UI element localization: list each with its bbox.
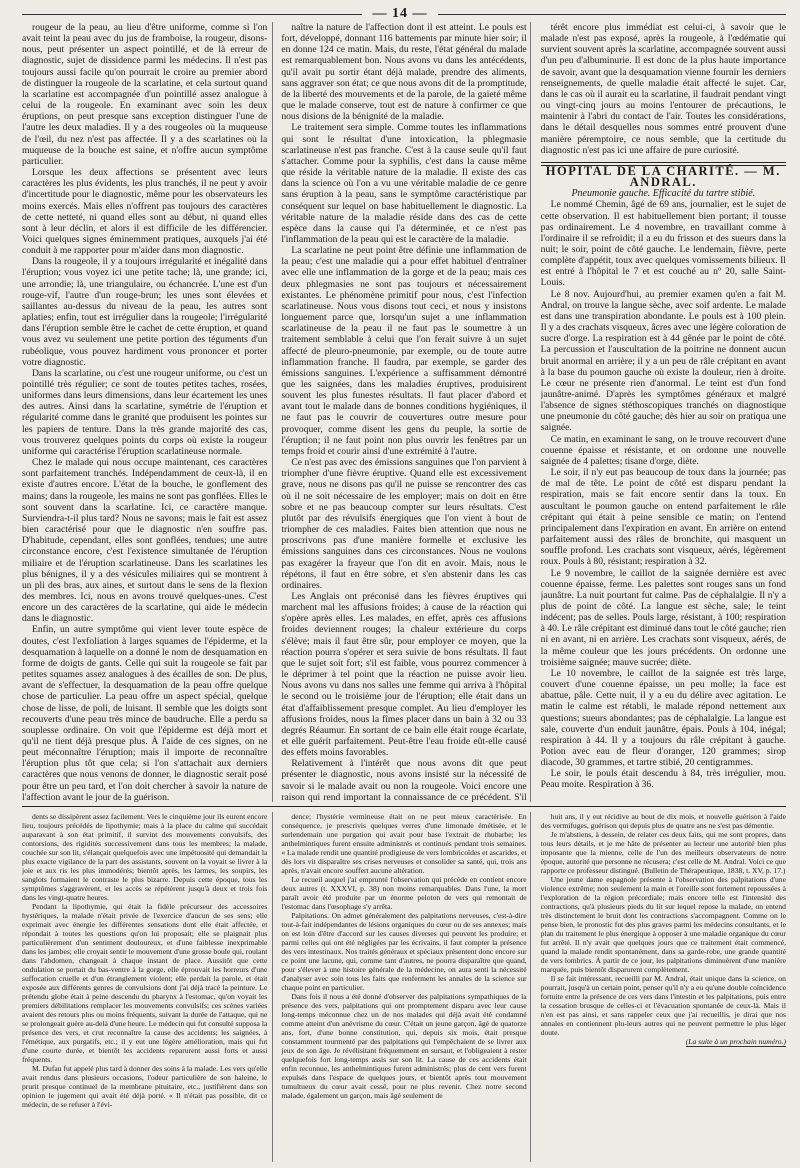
continuation-text: (La suite à un prochain numéro.) [685, 1037, 786, 1046]
paragraph: Relativement à l'intérêt que nous avons dit que peut présenter le diagnostic, nous avons insisté sur la nécessité de savoir si le malade avait ou non la rougeole. Voici encore une raison qui rend important la connaissance de ce précédent. S'il [281, 758, 527, 802]
paragraph: Le soir, le pouls était descendu à 84, très irrégulier, mou. Peau moite. Respiration à 36. [540, 768, 786, 791]
header-rule-left [22, 14, 362, 15]
paragraph: Dans la rougeole, il y a toujours irrégularité et inégalité dans l'éruption; vous voyez ici une petite tache; là, une grande; ici, une arrondie; là, une triangulaire, ou échancrée. L'une est d'un rouge-vif, l'autre d'un rouge-brun; les unes sont élevées et saillantes au-dessus du niveau de la peau, les autres sont aplaties; enfin, tout est irrégulier dans la rougeole; l'irrégularité dans l'éruption semble être le cachet de cette éruption, et quand vous avez vu seulement une petite portion des téguments d'un rubéolique, vous pouvez hardiment vous prononcer et porter votre diagnostic. [22, 256, 268, 368]
paragraph: Pendant la lipothymie, qui était la fidèle précurseur des accessoires hystériques, la malade n'était privée de l'exercice d'aucun de ses sens; elle exprimait avec énergie les différentes sensations dont elle était affectée, et répondait à toutes les questions qu'on lui proposait; elle se plaignait plus particulièrement d'un sentiment douloureux, et d'une faiblesse inexprimable dans les jambes; elle croyait sentir le mouvement d'une grosse boule qui, roulant dans l'abdomen, changeait à chaque instant de place. Aussitôt que cette ondulation se portait du bas-ventre à la gorge, elle éprouvait les horreurs d'une suffocation cruelle et d'un étranglement violent; elle perdait la parole, et était exposée aux différents genres de convulsions dont j'ai déjà tracé la peinture. Le prétendu globe était à peine descendu du pharynx à l'estomac, qu'on voyait les premiers débilitations remplacer les mouvements convulsifs; ces scènes variées avaient des retours plus ou moins fréquents, suivant la durée de l'attaque, qui ne se prolongeait guère au-delà d'une heure. Le médecin qui fut consulté supposa la présence des vers, et crut reconnaître la cause des accidents; les saignées, à l'émétique, aux purgatifs, etc.; il y eut une légère amélioration, mais qui fut d'une courte durée, et bientôt les accidents reparurent aussi forts et aussi fréquents. [22, 902, 268, 1064]
lower-column-1 [22, 812, 267, 1162]
paragraph: Une jeune dame espagnole présente à l'observation des palpitations d'une violence extrême; non seulement la main et l'oreille sont fortement repoussées à l'exploration de la région précordiale; mais encore telle est l'intensité des contractions, qu'à plusieurs pieds du lit sur lequel repose la malade, on entend très distinctement le bruit dont les contractions s'accompagnent. Comme on le pense bien, le pronostic fut des plus graves parmi les médecins consultants, et le plan du traitement le plus énergique à opposer à une maladie organique du cœur fut arrêté. Il n'y avait que quelques jours que ce traitement était commencé, quand la malade rendit spontanément, dans sa garde-robe, une grande quantité de vers lombrics. À partir de ce jour, les palpitations diminuèrent d'une manière marquée, puis bientôt disparurent complètement. [540, 875, 786, 974]
upper-column-2 [281, 22, 526, 802]
paragraph: Palpitations. On admet généralement des palpitations nerveuses, c'est-à-dire tout-à-fait indépendantes de lésions organiques du cœur ou de ses annexes; mais on est loin d'être d'accord sur les causes diverses qui peuvent les produire; et parmi celles qui ont été négligées par les écrivains, il faut compter la présence des vers intestinaux. Nos traités généraux et spéciaux présentent donc encore sur ce point une lacune, qui, comme tant d'autres, ne pourra disparaître que quand, pour s'élever à une histoire générale de la médecine, on aura senti la nécessité d'analyser avec soin tous les faits que renferment les annales de la science sur chaque point en particulier. [281, 911, 527, 992]
paragraph: huit ans, il y eut récidive au bout de dix mois, et nouvelle guérison à l'aide des vermifuges, guérison qui depuis plus de quatre ans ne s'est pas démentie. [540, 812, 786, 830]
paragraph: Le soir, il n'y eut pas beaucoup de toux dans la journée; pas de mal de tête. Le point de côté est disparu pendant la respiration, mais se fait encore sentir dans la toux. En auscultant le poumon gauche on entend parfaitement le râle crépitant qui était à peine sensible ce matin; on l'entend principalement dans l'expiration en avant. En arrière on entend parfaitement aussi des râles de bronchite, qui masquent un souffle profond. Les crachats sont visqueux, aérés, légèrement roux. Pouls à 80, résistant; respiration à 32. [540, 467, 786, 568]
header-rule-right [438, 14, 786, 15]
lower-section [22, 812, 786, 1162]
paragraph: Dans fois il nous a été donné d'observer des palpitations sympathiques de la présence des vers, palpitations qui ont promptement disparu avec leur cause long-temps méconnue chez un de nos malades qui déjà avait été condamné comme atteint d'un anévrisme du cœur. C'était un jeune garçon, âgé de quatorze ans, fort, d'une bonne constitution, qui, depuis six mois, était presque constamment tourmenté par des palpitations qui l'empêchaient de se livrer aux jeux de son âge. Je révélisitant fréquemment en sursaut, et l'obligeaient à rester quelquefois fort long-temps assis sur son lit. La cause de ces accidents était enfin reconnue, les anthelmintiques furent administrés; plus de cent vers furent expulsés dans l'espace de quelques jours, et bientôt après tout mouvement tumultueux du cœur avait cessé, pour ne plus revenir. Chez notre second malade, également un garçon, mais âgé seulement de [281, 992, 527, 1100]
paragraph: Le 9 novembre, le caillot de la saignée dernière est avec couenne épaisse, ferme. Les palettes sont rouges sans un fond jaunâtre. La nuit pourtant fut calme. Pas de céphalalgie. Il n'y a plus de point de côté. La langue est sèche, sale; le teint indécent; pas de selles. Pouls large, résistant, à 100; respiration à 40. Le râle crépitant est diminué dans tout le côté gauche; rien ni en avant, ni en arrière. Les crachats sont visqueux, aérés, de la même couleur que les jours précédents. On ordonne une troisième saignée; mauve sucrée; diète. [540, 567, 786, 668]
paragraph: Le 10 novembre, le caillot de la saignée est très large, couvert d'une couenne épaisse, un peu molle; la face est abattue, pâle. Cette nuit, il y a eu du délire avec agitation. Le matin le calme est rétabli, le malade répond nettement aux questions; sueurs abondantes; pas de céphalalgie. La langue est sale, couverte d'un enduit jaunâtre, épais. Pouls à 104, inégal; respiration à 44. Il y a toujours du râle crépitant à gauche. Potion avec eau de fleur d'oranger, 120 grammes; sirop diacode, 30 grammes, et tartre stibié, 20 centigrammes. [540, 667, 786, 769]
paragraph: Il se fait intéressant, recueilli par M. Andral, était unique dans la science, on pourrait, jusqu'à un certain point, penser qu'il n'y a eu qu'une double coïncidence fortuite entre la présence de ces vers dans l'intestin et les palpitations, puis entre la cessation brusque de celles-ci et l'évacuation spontanée de ceux-là. Mais il n'en est pas ainsi, et sans rappeler ceux que j'ai recueillis, je dirai que nos annales en contiennent plu-leurs autres qui ne peuvent permettre le plus léger doute. [540, 974, 786, 1037]
upper-column-3 [541, 22, 786, 802]
continuation-note [541, 1037, 786, 1046]
paragraph: Le traitement sera simple. Comme toutes les inflammations qui sont le résultat d'une intoxication, la phlegmasie scarlatineuse n'est pas franche. C'est à la cause seule qu'il faut s'attacher. Comme pour la syphilis, c'est dans la cause même que réside la véritable nature de la maladie. Il existe des cas dans la science où l'on a vu une véritable maladie de ce genre sans éruption à la peau, sans le symptôme caractéristique par conséquent sur lequel on base habituellement le diagnostic. La véritable nature de la maladie réside dans des cas de cette espèce dans la cause qui l'a déterminée, et ce n'est pas l'inflammation de la peau qui est le caractère de la maladie. [281, 122, 527, 245]
page-number: — 14 — [372, 6, 428, 21]
paragraph: M. Dufau fut appelé plus tard à donner des soins à la malade. Les vers qu'elle avait rendus dans plusieurs occasions, l'odeur particulière de son haleine, le prurit presque continuel de la membrane pituitaire, etc., justifièrent dans son opinion le jugement qui avait été déjà porté. « Il n'était pas possible, dit ce médecin, de se refuser à l'évi- [22, 1064, 268, 1109]
paragraph: rougeur de la peau, au lieu d'être uniforme, comme si l'on avait teint la peau avec du jus de framboise, la rougeur, disons-nous, peut présenter un aspect pointillé, et de là erreur de diagnostic, sujet de dissidence parmi les médecins. Il n'est pas toujours aussi facile qu'on pourrait le croire au premier abord de distinguer la rougeole de la scarlatine, et cela surtout quand la scarlatine est accompagnée d'un pointillé assez analogue à celui de la rougeole. En examinant avec soin les deux éruptions, on peut presque sans exception distinguer l'une de l'autre les deux maladies. Il y a des rougeoles où la muqueuse de l'œil, du nez n'est pas affectée. Il y a des scarlatines où la muqueuse de la bouche est saine, et n'offre aucun symptôme particulier. [22, 22, 268, 167]
section-subtitle: Pneumonie gauche. Efficacité du tartre stibié. [571, 188, 756, 200]
paragraph: Les Anglais ont préconisé dans les fièvres éruptives qui marchent mal les affusions froides; à cause de la réaction qui s'opère après elles. Les malades, en effet, après ces affusions froides deviennent rouges; la chaleur extérieure du corps s'élève; mais il faut être sûr, pour employer ce moyen, que la réaction pourra s'opérer et sera suivie de bons résultats. Il faut que le sujet soit fort; s'il est faible, vous pourrez commencer à le déprimer à tel point que la réaction ne puisse avoir lieu. Nous avons vu dans nos salles une femme qui arriva à l'hôpital le second ou le troisième jour de l'éruption; elle était dans un état d'affaiblissement presque complet. Au lieu d'employer les affusions froides, nous la fîmes placer dans un bain à 32 ou 33 degrés Réaumur. En sortant de ce bain elle était rouge écarlate, et elle guérit parfaitement. Peut-être l'eau froide eût-elle causé des effets moins favorables. [281, 590, 527, 759]
paragraph: dents se dissipèrent assez facilement. Vers le cinquième jour ils eurent encore lieu, toujours précédés de lipothymie; mais à la place du calme qui succédait auparavant à son état primitif, il survint des mouvements convulsifs, des contorsions, des rigidités successivement dans tous les membres; la malade, couchée sur son lit, s'élançait quelquefois avec une impétuosité qui demandait la plus exacte vigilance de la part des assistants, souvent on la voyait se livrer à la joie et aux ris les plus immodérés; bientôt après, les larmes, les soupirs, les sanglots formaient le contraste le plus bizarre. Depuis cette époque, tous les symptômes s'aggravèrent, et les accès se répétèrent jusqu'à deux et trois fois dans les vingt-quatre heures. [22, 812, 268, 902]
paragraph: Ce n'est pas avec des émissions sanguines que l'on parvient à triompher d'une fièvre éruptive. Quand elle est excessivement grave, nous ne disons pas qu'il ne puisse se rencontrer des cas où il ne soit nécessaire de les employer; mais on doit en être sobre et ne pas beaucoup compter sur leurs résultats. C'est plutôt par des révulsifs énergiques que l'on vient à bout de triompher de ces maladies. Faites bien attention que nous ne proscrivons pas d'une manière formelle et exclusive les émissions sanguines dans ces circonstances. Nous ne voulons pas exagérer la frayeur que l'on dit en avoir. Mais, nous le répétons, il faut en être sobre, et s'en abstenir dans les cas ordinaires. [281, 457, 527, 591]
section-title: HOPITAL DE LA CHARITÉ. — M. ANDRAL. [545, 163, 781, 190]
paragraph: Le nommé Chemin, âgé de 69 ans, journalier, est le sujet de cette observation. Il est habituellement bien portant; il tousse pas ordinairement. Le 4 novembre, en travaillant comme à l'ordinaire il se refroidit; il a eu du frisson et des sueurs dans la nuit; le soir, point de côté gauche. Le lendemain, fièvre, perte complète d'appétit, toux avec quelques vomissements bilieux. Il est entré à l'hôpital le 7 et est couché au nº 20, salle Saint-Louis. [540, 199, 786, 289]
paragraph: Chez le malade qui nous occupe maintenant, ces caractères sont parfaitement tranchés. Indépendamment de ceux-là, il en existe d'autres encore. L'état de la bouche, le gonflement des mains; dans la rougeole, les mains ne sont pas gonflées. Elles le sont souvent dans la scarlatine. Ici, ce caractère manque. Surviendra-t-il plus tard? Nous ne savons; mais le fait est assez bien caractérisé pour que le diagnostic n'en souffre pas. D'habitude, cependant, elles sont gonflées, tendues; une autre circonstance encore, c'est l'existence simultanée de l'éruption miliaire et de l'éruption scarlatineuse. Dans les scarlatines les plus bénignes, il y a des vésicules miliaires qui se montrent à un pli des bras, aux aines, et surtout dans le sens de la flexion des membres. Ici, nous en avons trouvé quelques-unes. C'est encore un des caractères de la scarlatine, qui aide le médecin dans le diagnostic. [22, 457, 268, 625]
lower-column-3 [541, 812, 786, 1162]
lower-column-2 [281, 812, 526, 1162]
paragraph: Le 8 nov. Aujourd'hui, au premier examen qu'en a fait M. Andral, on trouve la langue sèche, avec soif ardente. Le malade est dans une transpiration abondante. Le pouls est à 100 plein. Il y a des crachats visqueux, âcres avec une légère coloration de sucre d'orge. La respiration est à 44 gênée par le point de côté. La percussion et l'auscultation de la poitrine ne donnent aucun bruit anormal en arrière; il y a un peu de râle crépitant en avant à la base du poumon gauche où existe la douleur, rien à droite. Le cœur ne présente rien d'anormal. Le teint est d'un fond jaunâtre-animé. D'après les symptômes généraux et malgré l'absence de signes stéthoscopiques tranchés on diagnostique une pneumonie du côté gauche; dès hier au soir on pratiqua une saignée. [540, 288, 786, 434]
paragraph: naître la nature de l'affection dont il est atteint. Le pouls est fort, développé, donnant 116 battements par minute hier soir; il en donne 124 ce matin. Mais, du reste, l'état général du malade est remarquablement bon. Nous avons vu dans les antécédents, qu'il avait pu sortir étant déjà malade, prendre des aliments, sans aggraver son état; ce que nous avons dit de la promptitude, de la liberté des mouvements et de la parole, de la gaieté même que le malade conserve, tout est de nature à confirmer ce que nous disions de la bénignité de la maladie. [281, 22, 527, 123]
paragraph: Dans la scarlatine, ou c'est une rougeur uniforme, ou c'est un pointillé très régulier; ce sont de toutes petites taches, rosées, uniformes dans leurs dimensions, dans leur écartement les unes des autres. Ainsi dans la scarlatine, symétrie de l'éruption et régularité comme dans le granité que produisent les pointes sur les papiers de tenture. Dans la très grande majorité des cas, vous trouverez quelques points du corps où existe la rougeur uniforme qui caractérise l'éruption scarlatineuse normale. [22, 367, 268, 457]
paragraph: Le recueil auquel j'ai emprunté l'observation qui précède en contient encore deux autres (t. XXXVI, p. 38) non moins remarquables. Dans l'une, la mort paraît avoir été produite par un énorme peloton de vers qui remontait de l'estomac dans l'œsophage s'y arrêta. [281, 875, 527, 911]
paragraph: Lorsque les deux affections se présentent avec leurs caractères les plus évidents, les plus tranchés, il ne peut y avoir d'incertitude pour le diagnostic, même pour les observateurs les moins exercés. Mais elles n'offrent pas toujours des caractères de cette netteté, ni quand elles sont au début, ni quand elles sont à leur déclin, et alors il est difficile de les différencier. Voici quelques signes éminemment pratiques, auxquels j'ai été conduit à me rapporter pour m'aider dans mon diagnostic. [22, 167, 268, 257]
paragraph: La scarlatine ne peut point être définie une inflammation de la peau; c'est une maladie qui a pour effet habituel d'entraîner avec elle une inflammation de la gorge et de la peau; mais ces deux phlegmasies ne sont pas toujours et nécessairement existantes. Le phénomène primitif pour nous, c'est l'infection scarlatineuse. Nous vous disons tout ceci, et nous y insistons longuement parce que, lorsqu'un sujet a une inflammation scarlatineuse de la peau il ne faut pas le soumettre à un traitement semblable à celui que l'on ferait suivre à un sujet affecté de pleuro-pneumonie, par exemple, ou de toute autre inflammation franche. Il faudra, par exemple, se garder des émissions sanguines. L'expérience a suffisamment démontré que les saignées, dans les maladies éruptives, produisirent souvent les plus funestes résultats. Il faut placer d'abord et avant tout le malade dans de bonnes conditions hygiéniques, il ne faut pas le couvrir de couvertures outre mesure pour provoquer, comme disent les gens du peuple, la sortie de l'éruption; il ne faut point non plus ouvrir les fenêtres par un temps froid et courir ainsi d'une extrémité à l'autre. [281, 245, 527, 457]
upper-section [22, 22, 786, 802]
upper-column-1 [22, 22, 267, 802]
paragraph: térêt encore plus immédiat est celui-ci, à savoir que le malade n'est pas exposé, après la rougeole, à l'œdématie qui survient souvent après la scarlatine, accompagnée souvent aussi d'un peu d'albuminurie. Il est donc de la plus haute importance de savoir, avant que la desquamation vienne fournir les derniers renseignements, de quelle maladie était affecté le sujet. Car, dans le cas où il aurait eu la scarlatine, il faudrait pendant vingt ou vingt-cinq jours au moins l'entourer de précautions, le maintenir à l'abri du contact de l'air. Toutes les considérations, dans le détail desquelles nous sommes entré prouvent d'une manière péremptoire, ce nous semble, que la certitude du diagnostic n'est pas ici une affaire de pure curiosité. [540, 22, 786, 156]
section-divider [22, 806, 786, 807]
paragraph: Ce matin, en examinant le sang, on le trouve recouvert d'une couenne épaisse et résistante, et on ordonne une nouvelle saignée de 4 palettes; tisane d'orge, diète. [540, 433, 786, 467]
paragraph: Je m'abstiens, à dessein, de relater ces deux faits, qui me sont propres, dans tous leurs détails, et je me hâte de présenter au lecteur une autorité bien plus imposante que la mienne, celle de l'un des meilleurs observateurs de notre époque, autorité que personne ne récusera; c'est celle de M. Andral. Voici ce que rapporte ce professeur distingué. (Bulletin de Thérapeutique, 1838, t. XV, p. 17.) [540, 830, 786, 875]
paragraph: Enfin, un autre symptôme qui vient lever toute espèce de doutes, c'est l'exfoliation à larges squames de l'épiderme, et la desquamation à laquelle on a donné le nom de desquamation en forme de doigts de gants. Celle qui suit la rougeole se fait par petites squames assez analogues à des écailles de son. De plus, avant de s'effectuer, la desquamation de la peau offre quelque chose de particulier. La peau offre un aspect spécial, quelque chose de lisse, de poli, de luisant. Il semble que les doigts sont recouverts d'une peau très mince de baudruche. Elle a perdu sa souplesse ordinaire. On voit que l'épiderme est déjà mort et qu'il ne tient déjà presque plus. À l'aide de ces signes, on ne peut méconnaître l'éruption; mais il importe de reconnaître l'éruption plus tôt que cela; si l'on s'attachait aux derniers caractères que nous venons de donner, le diagnostic serait posé pour être un peu tard, et l'on doit chercher à savoir la nature de l'affection avant le jour de la guérison. [22, 624, 268, 802]
paragraph: dence; l'hystérie vermineuse était on ne peut mieux caractérisée. En conséquence, je prescrivis quelques verres d'une limonade émétisée, et le surlendemain une purgation qui avait pour base l'extrait de rhubarbe; les anthelmintiques furent ensuite administrés et continués pendant trois semaines. « La malade rendit une quantité prodigieuse de vers lombricoïdes et ascarides, et dès lors vit disparaître ses crises nerveuses et consolider sa santé, qui, trois ans après, n'avait encore souffert aucune altération. [281, 812, 527, 875]
